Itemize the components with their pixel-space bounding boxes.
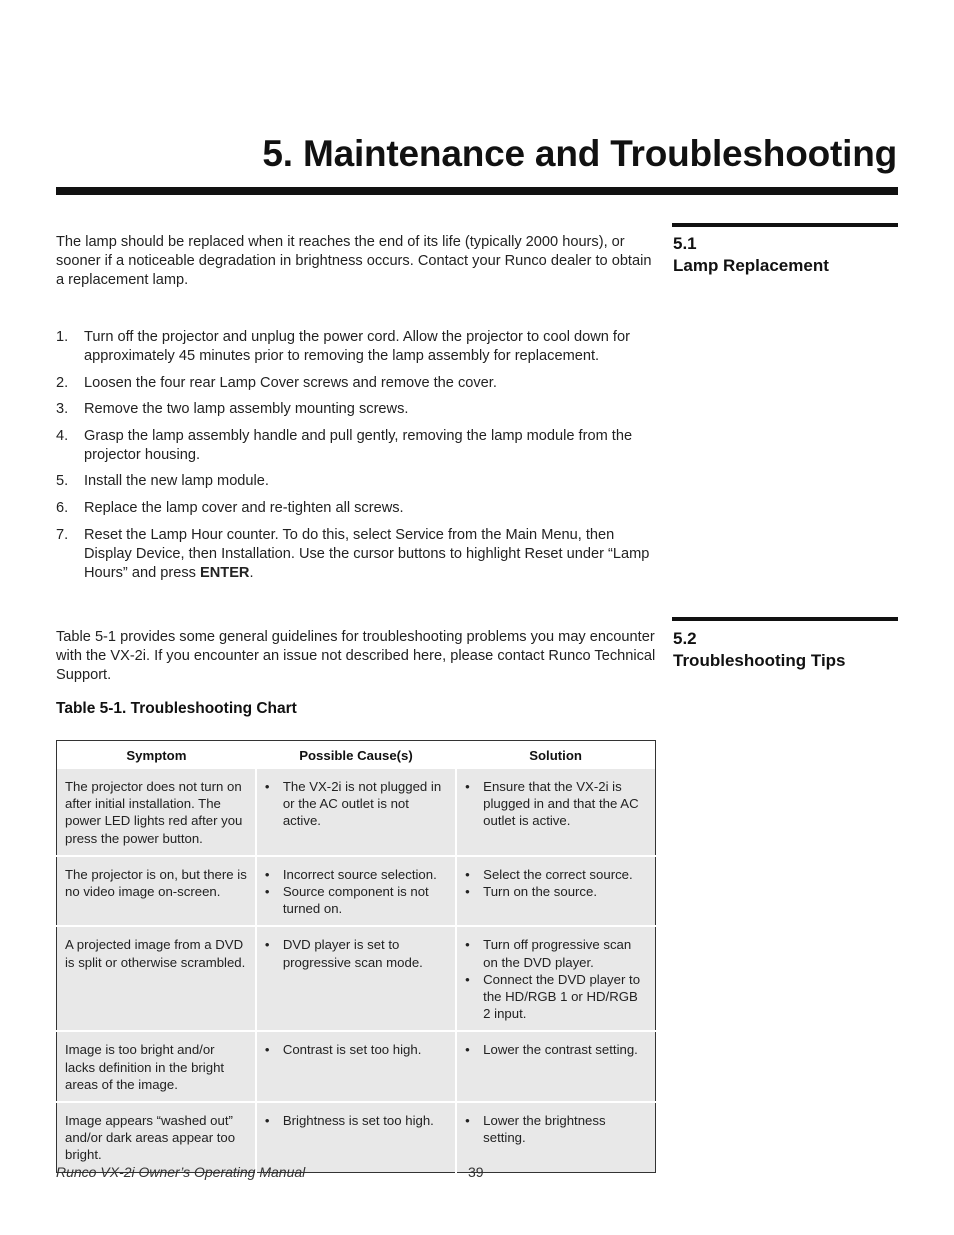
- step-text: Install the new lamp module.: [84, 473, 269, 490]
- causes-cell: [256, 1102, 456, 1172]
- step-item: [56, 374, 656, 393]
- solutions-cell: [456, 856, 655, 927]
- solutions-cell: [456, 1102, 655, 1172]
- step-number: 4.: [56, 427, 69, 444]
- step-text-end: .: [249, 564, 254, 581]
- bullet-icon: •: [264, 866, 270, 882]
- solution-text: Lower the brightness setting.: [483, 1113, 606, 1146]
- solution-text: Select the correct source.: [483, 866, 633, 882]
- cause-item: [265, 778, 447, 830]
- step-text: Loosen the four rear Lamp Cover screws and remove the cover.: [84, 374, 497, 391]
- step-item: [56, 499, 656, 518]
- cause-text: Contrast is set too high.: [282, 1042, 422, 1058]
- causes-cell: [256, 1031, 456, 1102]
- section-5-2-title: Troubleshooting Tips: [673, 651, 846, 670]
- cause-item: [265, 1041, 447, 1058]
- bullet-icon: •: [264, 937, 270, 953]
- causes-cell: [256, 769, 456, 856]
- chapter-title-rule: [56, 187, 898, 195]
- table-header-row: [57, 741, 656, 770]
- solution-item: [465, 936, 647, 970]
- bullet-icon: •: [264, 884, 270, 900]
- cause-text: Brightness is set too high.: [282, 1113, 434, 1129]
- step-item: [56, 526, 656, 583]
- section-5-1-number: 5.1: [673, 234, 697, 253]
- cause-text: Source component is not turned on.: [282, 884, 429, 917]
- bullet-icon: •: [465, 866, 470, 882]
- troubleshooting-intro-paragraph: Table 5-1 provides some general guidelines for troubleshooting problems you may encounter with the VX-2i. If you encounter an issue not described here, please contact Runco Technical Support.: [56, 629, 656, 683]
- cause-text: DVD player is set to progressive scan mode.: [282, 937, 423, 970]
- section-5-2-number: 5.2: [673, 629, 697, 648]
- solution-item: [465, 971, 647, 1023]
- cause-item: [265, 866, 447, 883]
- header-solution: Solution: [456, 741, 655, 770]
- step-text: Replace the lamp cover and re-tighten all screws.: [84, 499, 404, 516]
- step-number: 7.: [56, 526, 69, 543]
- solution-item: [465, 778, 647, 830]
- header-symptom: Symptom: [57, 741, 256, 770]
- step-number: 5.: [56, 473, 69, 490]
- cause-item: [265, 883, 447, 917]
- enter-key-label: ENTER: [200, 564, 250, 581]
- solutions-cell: [456, 926, 655, 1031]
- bullet-icon: •: [264, 1042, 270, 1058]
- chapter-title: 5. Maintenance and Troubleshooting: [262, 133, 897, 174]
- solution-text: Lower the contrast setting.: [483, 1042, 638, 1058]
- symptom-cell: Image appears “washed out” and/or dark areas appear too bright.: [57, 1102, 256, 1172]
- step-item: [56, 472, 656, 491]
- solution-text: Turn off progressive scan on the DVD player.: [483, 937, 632, 970]
- step-text: Reset the Lamp Hour counter. To do this, select Service from the Main Menu, then Display Device, then Installation. Use the cursor buttons to highlight Reset under “Lamp Hours” and press: [84, 526, 650, 581]
- header-possible-causes: Possible Cause(s): [256, 741, 456, 770]
- troubleshooting-table: [56, 740, 656, 1173]
- bullet-icon: •: [264, 779, 270, 794]
- step-number: 2.: [56, 374, 69, 391]
- symptom-cell: The projector does not turn on after initial installation. The power LED lights red after you press the power button.: [57, 769, 256, 856]
- solution-item: [465, 883, 647, 900]
- lamp-replacement-steps: [56, 328, 656, 590]
- bullet-icon: •: [264, 1113, 270, 1129]
- solutions-cell: [456, 1031, 655, 1102]
- step-number: 3.: [56, 401, 69, 418]
- symptom-cell: A projected image from a DVD is split or otherwise scrambled.: [57, 926, 256, 1031]
- cause-text: Incorrect source selection.: [282, 866, 437, 882]
- cause-item: [265, 936, 447, 970]
- step-text: Turn off the projector and unplug the power cord. Allow the projector to cool down for approximately 45 minutes prior to removing the lamp assembly for replacement.: [84, 329, 630, 364]
- cause-text: The VX-2i is not plugged in or the AC outlet is not active.: [282, 779, 442, 829]
- step-item: [56, 400, 656, 419]
- solutions-cell: [456, 769, 655, 856]
- solution-item: [465, 1112, 647, 1146]
- cause-item: [265, 1112, 447, 1129]
- step-text: Grasp the lamp assembly handle and pull gently, removing the lamp module from the projector housing.: [84, 427, 633, 463]
- table-row: [57, 1102, 656, 1172]
- solution-item: [465, 1041, 647, 1058]
- table-row: [57, 856, 656, 927]
- section-5-2-rule: [672, 617, 898, 621]
- step-item: [56, 328, 656, 366]
- footer-page-number: 39: [468, 1164, 484, 1180]
- solution-text: Turn on the source.: [483, 884, 598, 900]
- symptom-cell: The projector is on, but there is no video image on-screen.: [57, 856, 256, 927]
- step-text: Remove the two lamp assembly mounting screws.: [84, 401, 409, 418]
- solution-item: [465, 866, 647, 883]
- section-5-1-title: Lamp Replacement: [673, 256, 829, 275]
- step-number: 6.: [56, 499, 69, 516]
- bullet-icon: •: [465, 937, 470, 953]
- footer-manual-title: Runco VX-2i Owner’s Operating Manual: [56, 1164, 306, 1180]
- bullet-icon: •: [465, 1113, 470, 1129]
- section-5-1-rule: [672, 223, 898, 227]
- solution-text: Connect the DVD player to the HD/RGB 1 or HD/RGB 2 input.: [483, 971, 641, 1022]
- table-row: [57, 926, 656, 1031]
- step-item: [56, 427, 656, 465]
- bullet-icon: •: [465, 1042, 470, 1058]
- table-caption: Table 5-1. Troubleshooting Chart: [56, 700, 297, 717]
- causes-cell: [256, 856, 456, 927]
- solution-text: Ensure that the VX-2i is plugged in and that the AC outlet is active.: [483, 779, 639, 829]
- lamp-intro-paragraph: The lamp should be replaced when it reaches the end of its life (typically 2000 hours), or sooner if a noticeable degradation in brightness occurs. Contact your Runco dealer to obtain a replacement lamp.: [56, 234, 652, 288]
- bullet-icon: •: [465, 971, 470, 987]
- symptom-cell: Image is too bright and/or lacks definition in the bright areas of the image.: [57, 1031, 256, 1102]
- causes-cell: [256, 926, 456, 1031]
- table-row: [57, 769, 656, 856]
- step-number: 1.: [56, 329, 69, 345]
- bullet-icon: •: [465, 779, 470, 794]
- bullet-icon: •: [465, 884, 470, 900]
- table-row: [57, 1031, 656, 1102]
